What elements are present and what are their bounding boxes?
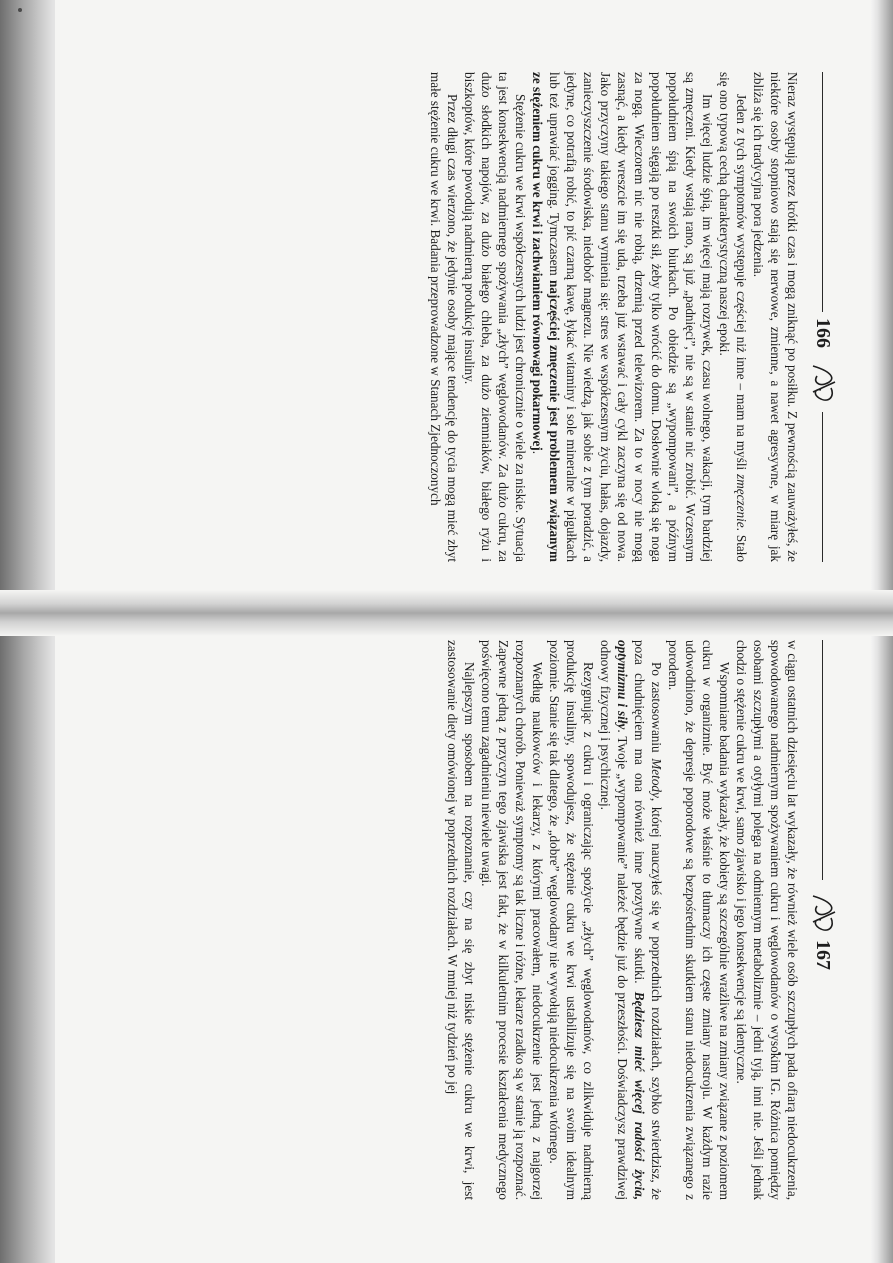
paragraph	[546, 640, 597, 1200]
text-run: Po zastosowaniu	[649, 662, 664, 759]
text-run: Jeden z tych symptomów występuje częściej niż inne – mam na myśli	[734, 94, 749, 475]
scan-speck	[18, 8, 22, 12]
paragraph	[750, 72, 801, 562]
paragraph	[716, 72, 750, 562]
page-text-167	[444, 640, 801, 1200]
paragraph	[597, 640, 665, 1200]
page-header-167	[805, 640, 845, 1200]
emphasis-text: Będziesz mieć więcej radości życia, optymizmu i siły	[615, 640, 647, 1200]
paragraph	[444, 640, 478, 1200]
text-run: Stężenie cukru we krwi współczesnych ludzi jest chronicznie o wiele za niskie. Sytuacja ta jest konsekwencją nadmiernego spożywania „złych” węglowodanów. Za dużo cukru, za dużo słodkich napojów, za dużo białego chleba, za dużo ziemniaków, białego ryżu i biszkoptów, które powodują nadmierną produkcję insuliny.	[462, 72, 528, 562]
book-page-167	[145, 640, 845, 1200]
book-spine-gutter	[0, 590, 893, 636]
text-run: , której nauczyłeś się w poprzednich rozdziałach, szybko stwierdzisz, że poza chudnięciem ma ona również inne pozytywne skutki.	[632, 640, 664, 1200]
text-run: Wspomniane badania wykazały, że kobiety są szczególnie wrażliwe na zmiany związane z poziomem cukru w organizmie. Być może właśnie to tłumaczy ich częste zmiany nastroju. W każdym razie udowodniono, że depresje poporodowe są bezpośrednim skutkiem stanu niedocukrzenia związanego z porodem.	[666, 640, 732, 1200]
bold-text: najczęściej zmęczenie jest problemem związanym ze stężeniem cukru we krwi i zachwianiem równowagi pokarmowej	[530, 72, 562, 562]
text-run: w ciągu ostatnich dziesięciu lat wykazały, że również wiele osób szczupłych pada ofiarą niedocukrzenia, spowodowanego nadmiernym spożywaniem cukru i węglowodanów o wysokim IG. Różnica pomiędzy osobami szczupłymi a otyłymi polega na odmiennym metabolizmie – jedni tyją, inni nie. Jeśli jednak chodzi o stężenie cukru we krwi, samo zjawisko i jego konsekwencje są identyczne.	[734, 640, 800, 1200]
text-run: Rezygnując z cukru i ograniczając spożycie „złych” węglowodanów, co zlikwiduje nadmierną produkcję insuliny, spowodujesz, że stężenie cukru we krwi ustabilizuje się na swoim idealnym poziomie. Stanie się tak dlatego, że „dobre” węglowodany nie wywołują niedocukrzenia wtórnego.	[547, 640, 596, 1200]
book-page-166	[145, 72, 845, 562]
paragraph	[461, 72, 529, 562]
paragraph	[665, 640, 733, 1200]
paragraph	[529, 72, 716, 562]
page-number-166: 166	[812, 318, 834, 348]
text-run: .	[530, 450, 545, 455]
paragraph	[427, 72, 461, 562]
text-run: Według naukowców i lekarzy, z którymi pracowałem, niedocukrzenie jest jedną z najgorzej rozpoznanych chorób. Ponieważ symptomy są tak liczne i różne, lekarze rzadko są w stanie ją rozpoznać. Zapewne jedną z przyczyn tego zjawiska jest fakt, że w kilkuletnim procesie kształcenia medycznego poświęcono temu zagadnieniu niewiele uwagi.	[479, 640, 545, 1200]
publisher-logo-icon	[809, 892, 839, 938]
header-rule-left	[822, 72, 823, 312]
page-header-166	[805, 72, 845, 562]
page-number-167: 167	[812, 940, 834, 970]
paragraph	[733, 640, 801, 1200]
text-run: . Stało się ono typową cechą charakterystyczną naszej epoki.	[717, 72, 749, 562]
text-run: . Twoje „wypompowanie” należeć będzie już do przeszłości. Doświadczysz prawdziwej odnowy fizycznej i psychicznej.	[598, 640, 630, 1201]
text-run: Im więcej ludzie śpią, im więcej mają rozrywek, czasu wolnego, wakacji, tym bardziej są zmęczeni. Kiedy wstają rano, są już „padnięci”, nie są w stanie nic zrobić. Wczesnym popołudniem śpią na swoich biurkach. Po obiedzie są „wypompowani”, a późnym popołudniem sięgają po resztki sił, żeby tylko wrócić do domu. Dosłownie wloką się noga za nogą. Wieczorem nic nie robią, drzemią przed telewizorem. Za to w nocy nie mogą zasnąć, a kiedy wreszcie im się uda, trzeba już wstawać i cały cykl zaczyna się od nowa. Jako przyczyny takiego stanu wymienia się: stres we współczesnym życiu, hałas, dojazdy, zanieczyszczenie środowiska, niedobór magnezu. Nie wiedzą, jak sobie z tym poradzić, a jedyne, co potrafią robić, to pić czarną kawę, łykać witaminy i sole mineralne w pigułkach lub też uprawiać jogging. Tymczasem	[547, 72, 715, 562]
page-text-166	[427, 72, 801, 562]
paragraph	[478, 640, 546, 1200]
text-run: Najlepszym sposobem na rozpoznanie, czy na się zbyt niskie stężenie cukru we krwi, jest zastosowanie diety omówionej w poprzednich rozdziałach. W mniej niż tydzień po jej	[445, 640, 477, 1200]
text-run: Nieraz występują przez krótki czas i mogą zniknąć po posiłku. Z pewnością zauważyłeś, że niektóre osoby stopniowo stają się nerwowe, zmienne, a nawet agresywne, w miarę jak zbliża się ich tradycyjna pora jedzenia.	[751, 72, 800, 562]
header-rule-right	[822, 412, 823, 562]
italic-text: zmęczenie	[734, 474, 749, 528]
header-rule-left	[822, 640, 823, 880]
italic-text: Metody	[649, 758, 664, 798]
text-run: Przez długi czas wierzono, że jedynie osoby mające tendencję do tycia mogą mieć zbyt małe stężenie cukru we krwi. Badania przeprowadzone w Stanach Zjednoczonych	[428, 72, 460, 562]
publisher-logo-icon	[809, 362, 839, 408]
